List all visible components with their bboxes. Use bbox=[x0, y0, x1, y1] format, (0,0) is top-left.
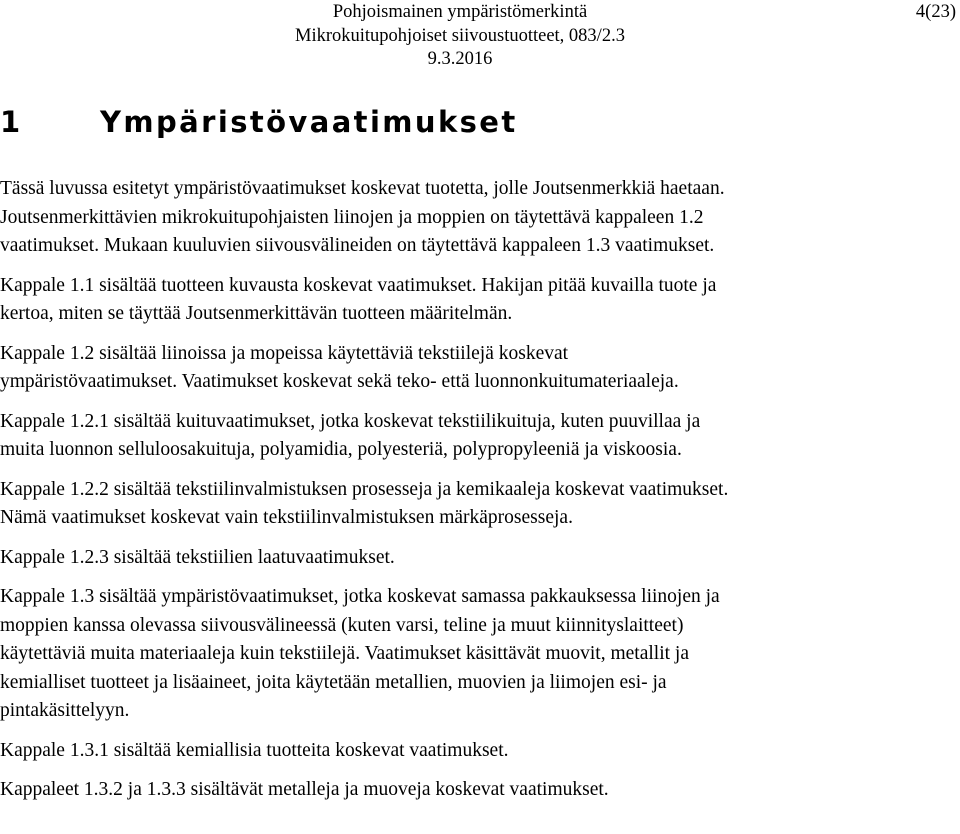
paragraph bbox=[0, 544, 958, 573]
page-number: 4(23) bbox=[915, 2, 956, 22]
header-date: 9.3.2016 bbox=[427, 49, 493, 69]
paragraph bbox=[0, 272, 958, 329]
paragraph-line: Kappale 1.3 sisältää ympäristövaatimukset, jotka koskevat samassa pakkauksessa liinojen ja bbox=[0, 586, 720, 607]
header-title-block bbox=[250, 1, 670, 72]
paragraph-line: Tässä luvussa esitetyt ympäristövaatimukset koskevat tuotetta, jolle Joutsenmerkkiä haetaan. bbox=[0, 178, 725, 199]
section-title: Ympäristövaatimukset bbox=[100, 105, 518, 139]
paragraph bbox=[0, 340, 958, 397]
paragraph-line: ympäristövaatimukset. Vaatimukset koskevat sekä teko- että luonnonkuitumateriaaleja. bbox=[0, 371, 679, 392]
paragraph-line: Kappale 1.1 sisältää tuotteen kuvausta koskevat vaatimukset. Hakijan pitää kuvailla tuote ja bbox=[0, 274, 717, 296]
paragraph bbox=[0, 476, 958, 533]
paragraph-line: Kappale 1.2.2 sisältää tekstiilinvalmistuksen prosesseja ja kemikaaleja koskevat vaatimukset. bbox=[0, 478, 729, 500]
paragraph-line: Kappale 1.2.1 sisältää kuituvaatimukset, jotka koskevat tekstiilikuituja, kuten puuvillaa ja bbox=[0, 410, 701, 432]
section-heading bbox=[0, 100, 518, 144]
paragraph bbox=[0, 175, 958, 261]
paragraph-line: Nämä vaatimukset koskevat vain tekstiilinvalmistuksen märkäprosesseja. bbox=[0, 507, 573, 528]
header-label: Pohjoismainen ympäristömerkintä bbox=[332, 2, 588, 22]
paragraph bbox=[0, 737, 958, 766]
page-header bbox=[0, 0, 960, 70]
paragraph-line: Kappale 1.3.1 sisältää kemiallisia tuotteita koskevat vaatimukset. bbox=[0, 739, 509, 761]
paragraph-line: Joutsenmerkittävien mikrokuitupohjaisten liinojen ja moppien on täytettävä kappaleen 1.2 bbox=[0, 206, 704, 228]
paragraph bbox=[0, 776, 958, 805]
header-document-name: Mikrokuitupohjoiset siivoustuotteet, 083/2.3 bbox=[295, 25, 625, 46]
paragraph-line: käytettäviä muita materiaaleja kuin tekstiilejä. Vaatimukset käsittävät muovit, metallit ja bbox=[0, 643, 689, 664]
section-number: 1 bbox=[0, 105, 21, 139]
paragraph-line: kemialliset tuotteet ja lisäaineet, joita käytetään metallien, muovien ja liimojen esi- ja bbox=[0, 671, 667, 693]
paragraph-line: Kappale 1.2 sisältää liinoissa ja mopeissa käytettäviä tekstiilejä koskevat bbox=[0, 342, 569, 364]
paragraph bbox=[0, 583, 958, 726]
paragraph-line: vaatimukset. Mukaan kuuluvien siivousvälineiden on täytettävä kappaleen 1.3 vaatimukset. bbox=[0, 235, 715, 256]
section-body bbox=[0, 175, 958, 816]
paragraph-line: Kappale 1.2.3 sisältää tekstiilien laatuvaatimukset. bbox=[0, 546, 395, 568]
paragraph-line: kertoa, miten se täyttää Joutsenmerkittävän tuotteen määritelmän. bbox=[0, 303, 513, 324]
paragraph bbox=[0, 408, 958, 465]
paragraph-line: moppien kanssa olevassa siivousvälineessä (kuten varsi, teline ja muut kiinnityslaitteet) bbox=[0, 614, 684, 636]
paragraph-line: Kappaleet 1.3.2 ja 1.3.3 sisältävät metalleja ja muoveja koskevat vaatimukset. bbox=[0, 779, 609, 800]
paragraph-line: muita luonnon selluloosakuituja, polyamidia, polyesteriä, polypropyleeniä ja viskoosia. bbox=[0, 439, 682, 460]
paragraph-line: pintakäsittelyyn. bbox=[0, 700, 130, 721]
